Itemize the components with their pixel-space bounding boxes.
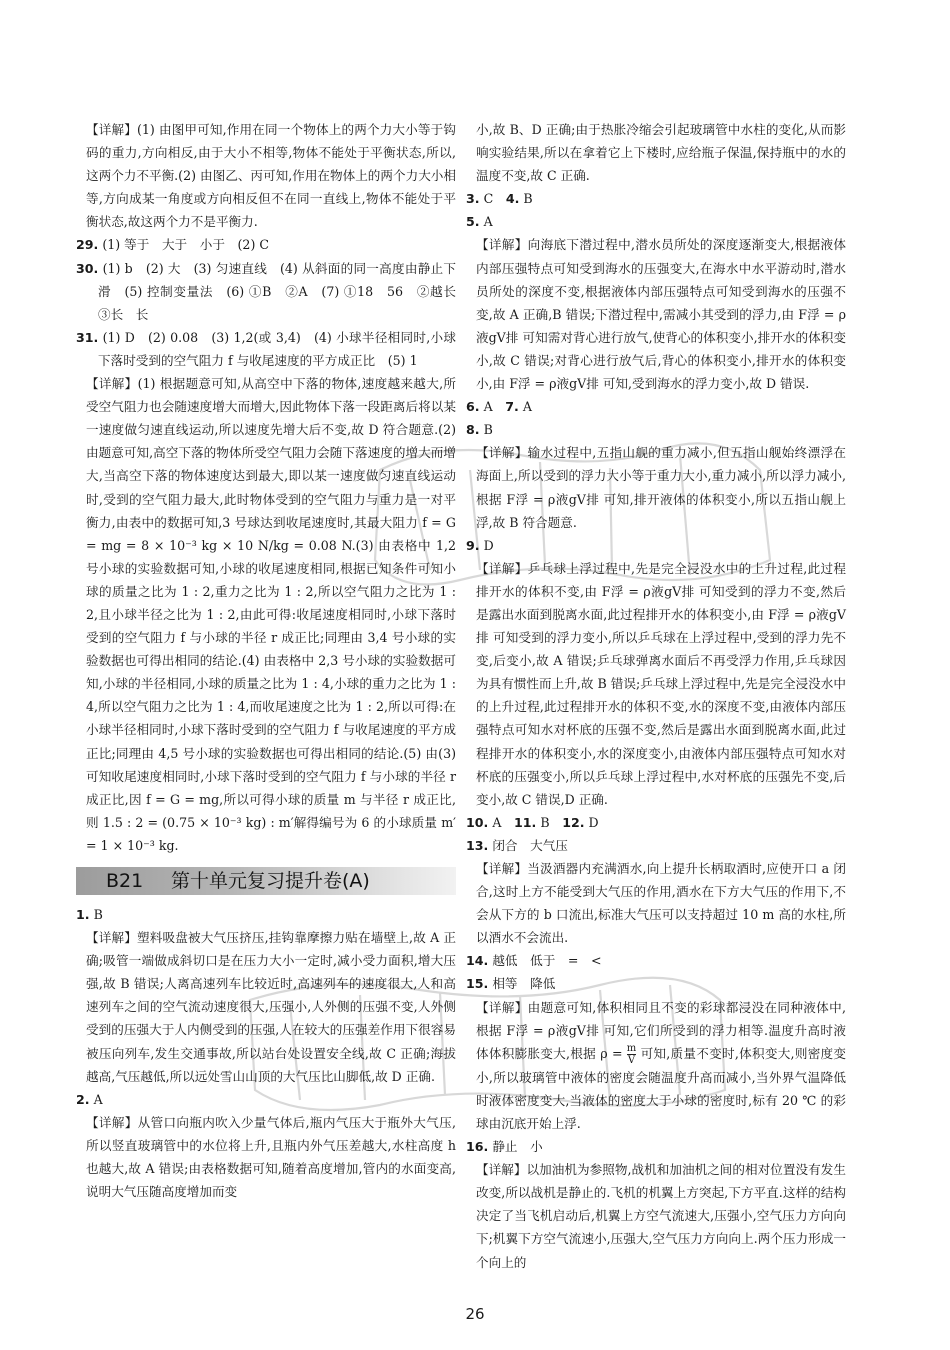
detail-paragraph: 【详解】当汲酒器内充满酒水,向上提升长柄取酒时,应使开口 a 闭合,这时上方不能受到大气压的作用,酒水在下方大气压的作用下,不会从下方的 b 口流出,标准大气压可以支持超过 10 m 高的水柱,所以酒水不会流出.	[476, 861, 846, 946]
density-fraction: $\frac{m}{V}$	[626, 1042, 637, 1066]
answer-10-12: 10. A 11. B 12. D	[466, 814, 599, 830]
right-column	[466, 118, 846, 1274]
detail-paragraph: 【详解】向海底下潜过程中,潜水员所处的深度逐渐变大,根据液体内部压强特点可知受到海水的压强变大,在海水中水平游动时,潜水员所处的深度不变,根据液体内部压强特点可知受到海水的压强不变,故 A 正确,B 错误;下潜过程中,需减小其受到的浮力,由 F浮 = ρ液gV排 可知需对背心进行放气,使背心的体积变小,排开水的体积变小,故 C 错误;对背心进行放气后,背心的体积变小,排开水的体积变小,由 F浮 = ρ液gV排 可知,受到海水的浮力变小,故 D 错误.	[476, 237, 846, 392]
detail-paragraph: 【详解】(1) 根据题意可知,从高空中下落的物体,速度越来越大,所受空气阻力也会随速度增大而增大,因此物体下落一段距离后将以某一速度做匀速直线运动,所以速度先增大后不变,故 D 符合题意.(2) 由题意可知,高空下落的物体所受空气阻力会随下落速度的增大而增大,当高空下落的物体速度达到最大,即以某一速度做匀速直线运动时,受到的空气阻力最大,此时物体受到的空气阻力与重力是一对平衡力,由表中的数据可知,3 号球达到收尾速度时,其最大阻力 f = G = mg = 8 × 10⁻³ kg × 10 N/kg = 0.08 N.(3) 由表格中 1,2 号小球的实验数据可知,小球的收尾速度相同,根据已知条件可知小球的质量之比为 1 : 2,重力之比为 1 : 2,所以空气阻力之比为 1 : 2,且小球半径之比为 1 : 2,由此可得:收尾速度相同时,小球下落时受到的空气阻力 f 与小球的半径 r 成正比;同理由 3,4 号小球的实验数据也可得出相同的结论.(4) 由表格中 2,3 号小球的实验数据可知,小球的半径相同,小球的质量之比为 1 : 4,小球的重力之比为 1 : 4,所以空气阻力之比为 1 : 4,而收尾速度之比为 1 : 2,所以可得:在小球半径相同时,小球下落时受到的空气阻力 f 与收尾速度的平方成正比;同理由 4,5 号小球的实验数据也可得出相同的结论.(5) 由(3)可知收尾速度相同时,小球下落时受到的空气阻力 f 与小球的半径 r 成正比,因 f = G = mg,所以可得小球的质量 m 与半径 r 成正比,则 1.5 : 2 = (0.75 × 10⁻³ kg) : m′解得编号为 6 的小球质量 m′ = 1 × 10⁻³ kg.	[86, 376, 456, 853]
answer-9: 9. D	[466, 537, 494, 553]
section-banner	[76, 867, 456, 895]
section-code: B21	[106, 870, 144, 892]
answer-30: 30. (1) b (2) 大 (3) 匀速直线 (4) 从斜面的同一高度由静止下滑 (5) 控制变量法 (6) ①B ②A (7) ①18 56 ②越长 ③长 长	[76, 260, 469, 322]
answer-2: 2. A	[76, 1091, 103, 1107]
answer-15: 15. 相等 降低	[466, 976, 556, 992]
detail-paragraph: 【详解】(1) 由图甲可知,作用在同一个物体上的两个力大小等于钩码的重力,方向相反,由于大小不相等,物体不能处于平衡状态,所以,这两个力不平衡.(2) 由图乙、丙可知,作用在物体上的两个力大小相等,方向成某一角度或方向相反但不在同一直线上,物体不能处于平衡状态,故这两个力不是平衡力.	[86, 122, 456, 230]
answer-16: 16. 静止 小	[466, 1139, 543, 1155]
answer-13: 13. 闭合 大气压	[466, 837, 568, 853]
detail-paragraph: 【详解】塑料吸盘被大气压挤压,挂钩靠摩擦力贴在墙壁上,故 A 正确;吸管一端做成斜切口是在压力大小一定时,减小受力面积,增大压强,故 B 错误;人离高速列车比较近时,高速列车的速度很大,人和高速列车之间的空气流动速度很大,压强小,人外侧的压强不变,人外侧受到的压强大于人内侧受到的压强,人在较大的压强差作用下很容易被压向列车,发生交通事故,所以站台处设置安全线,故 C 正确;海拔越高,气压越低,所以远处雪山山顶的大气压比山脚低,故 D 正确.	[86, 930, 456, 1084]
detail-paragraph: 【详解】以加油机为参照物,战机和加油机之间的相对位置没有发生改变,所以战机是静止的.飞机的机翼上方突起,下方平直.这样的结构决定了当飞机启动后,机翼上方空气流速大,压强小,空气压力方向向下;机翼下方空气流速小,压强大,空气压力方向向上.两个压力形成一个向上的	[476, 1162, 846, 1270]
detail-paragraph: 【详解】乒乓球上浮过程中,先是完全浸没水中的上升过程,此过程排开水的体积不变,由 F浮 = ρ液gV排 可知受到的浮力不变,然后是露出水面到脱离水面,此过程排开水的体积变小,由 F浮 = ρ液gV排 可知受到的浮力变小,所以乒乓球在上浮过程中,受到的浮力先不变,后变小,故 A 错误;乒乓球弹离水面后不再受浮力作用,乒乓球因为具有惯性而上升,故 B 错误;乒乓球上浮过程中,先是完全浸没水中的上升过程,此过程排开水的体积不变,水的深度不变,由液体内部压强特点可知水对杯底的压强不变,然后是露出水面到脱离水面,此过程排开水的体积变小,水的深度变小,由液体内部压强特点可知水对杯底的压强变小,所以乒乓球上浮过程中,水对杯底的压强先不变,后变小,故 C 错误,D 正确.	[476, 560, 846, 807]
page-number: 26	[465, 1305, 485, 1323]
answer-14: 14. 越低 低于 = <	[466, 953, 602, 969]
detail-paragraph: 【详解】从管口向瓶内吹入少量气体后,瓶内气压大于瓶外大气压,所以竖直玻璃管中的水位将上升,且瓶内外气压差越大,水柱高度 h 也越大,故 A 错误;由表格数据可知,随着高度增加,管内的水面变高,说明大气压随高度增加而变	[86, 1114, 456, 1200]
answer-8: 8. B	[466, 422, 493, 438]
detail-paragraph: 【详解】输水过程中,五指山舰的重力减小,但五指山舰始终漂浮在海面上,所以受到的浮力大小等于重力大小,重力减小,所以浮力减小,根据 F浮 = ρ液gV排 可知,排开液体的体积变小,所以五指山舰上浮,故 B 符合题意.	[476, 445, 846, 530]
answer-6-7: 6. A 7. A	[466, 399, 532, 415]
left-column	[76, 118, 469, 1203]
section-title: 第十单元复习提升卷(A)	[171, 870, 370, 892]
detail-paragraph: 【详解】由题意可知,体积相同且不变的彩球都浸没在同种液体中,根据 F浮 = ρ液gV排 可知,它们所受到的浮力相等.温度升高时液体体积膨胀变大,根据 ρ = $\frac{m}{V}$ 可知,质量不变时,体积变大,则密度变小,所以玻璃管中液体的密度会随温度升高而减小,当外界气温降低时液体密度变大,当液体的密度大于小球的密度时,标有 20 ℃ 的彩球由沉底开始上浮.	[476, 999, 847, 1131]
detail-paragraph: 小,故 B、D 正确;由于热胀冷缩会引起玻璃管中水柱的变化,从而影响实验结果,所以在拿着它上下楼时,应给瓶子保温,保持瓶中的水的温度不变,故 C 正确.	[476, 122, 846, 184]
answer-29: 29. (1) 等于 大于 小于 (2) C	[76, 237, 269, 253]
answer-31: 31. (1) D (2) 0.08 (3) 1,2(或 3,4) (4) 小球半径相同时,小球下落时受到的空气阻力 f 与收尾速度的平方成正比 (5) 1	[76, 329, 456, 368]
answer-3-4: 3. C 4. B	[466, 191, 533, 207]
answer-1: 1. B	[76, 907, 103, 922]
answer-5: 5. A	[466, 214, 493, 230]
